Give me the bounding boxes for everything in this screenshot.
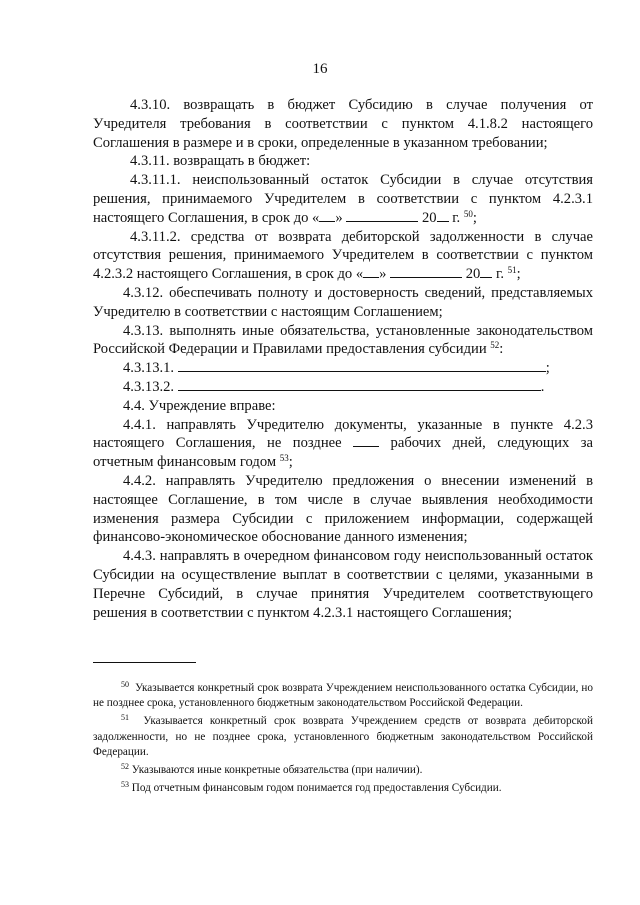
footnote-number: 51 (121, 713, 129, 723)
month-blank (346, 210, 418, 222)
footnote-51 (93, 714, 593, 760)
quote-close: » (335, 209, 347, 226)
days-blank (353, 435, 379, 447)
quote-close: » (379, 266, 391, 283)
paragraph-text: 4.3.11.1. неиспользованный остаток Субсидии в случае отсутствия решения, принимаемого Учредителем в соответствии с пунктом 4.2.3.1 настоящего Соглашения, в срок до « (93, 172, 593, 226)
footnote-separator (93, 662, 196, 663)
year-prefix: 20 (418, 209, 437, 226)
footnote-text: Указывается конкретный срок возврата Учреждением неиспользованного остатка Субсидии, но не позднее срока, установленного бюджетным законодательством Российской Федерации. (93, 682, 594, 710)
paragraph-4-3-11: 4.3.11. возвращать в бюджет: (130, 153, 311, 170)
fill-in-line (178, 378, 541, 391)
paragraph-4-3-11-2: 4.3.11.2. средства от возврата дебиторской задолженности в случае отсутствия решения, принимаемого Учредителем в соответствии с пунктом 4.2.3.2 настоящего Соглашения, в срок до « » 20 г. $^{51}$; (93, 228, 593, 283)
paragraph-text: 4.4.1. направлять Учредителю документы, указанные в пункте 4.2.3 настоящего Соглашения, не позднее (93, 416, 593, 452)
year-prefix: 20 (462, 266, 481, 283)
year-blank (480, 266, 492, 278)
paragraph-4-3-12: 4.3.12. обеспечивать полноту и достоверность сведений, представляемых Учредителю в соответствии с настоящим Соглашением; (93, 284, 593, 320)
paragraph-4-3-11-1: 4.3.11.1. неиспользованный остаток Субсидии в случае отсутствия решения, принимаемого Учредителем в соответствии с пунктом 4.2.3.1 настоящего Соглашения, в срок до « » 20 г. $^{50}$; (93, 172, 593, 226)
footnotes (93, 681, 593, 796)
document-body (93, 96, 593, 622)
footnote-ref-52: 52 (490, 340, 500, 351)
footnote-ref-51: 51 (507, 265, 517, 276)
page-number: 16 (312, 61, 328, 77)
paragraph-4-4-3: 4.4.3. направлять в очередном финансовом году неиспользованный остаток Субсидии на осуществление выплат в соответствии с целями, указанными в Перечне Субсидий, в случае принятия Учредителем соответствующего решения в соответствии с пунктом 4.2.3.1 настоящего Соглашения; (93, 548, 593, 621)
paragraph-4-4-2: 4.4.2. направлять Учредителю предложения о внесении изменений в настоящее Соглашение, в том числе в случае выявления необходимости изменения размера Субсидии с приложением информации, содержащей финансово-экономическое обоснование данного изменения; (93, 472, 593, 546)
paragraph-4-4-1: 4.4.1. направлять Учредителю документы, указанные в пункте 4.2.3 настоящего Соглашения, не позднее рабочих дней, следующих за отчетным финансовым годом $^{53}$; (93, 416, 593, 471)
paragraph-4-3-13-2 (93, 378, 593, 397)
fill-in-line (178, 359, 546, 372)
item-label: 4.3.13.1. (123, 360, 178, 377)
footnote-number: 50 (121, 680, 129, 689)
day-blank (319, 210, 335, 222)
item-label: 4.3.13.2. (123, 378, 178, 395)
paragraph-4-4: 4.4. Учреждение вправе: (123, 397, 276, 414)
footnote-50 (93, 681, 593, 711)
year-blank (437, 210, 449, 222)
paragraph-text: 4.3.13. выполнять иные обязательства, установленные законодательством Российской Федерации и Правилами предоставления субсидии (93, 322, 593, 358)
item-end: . (540, 378, 545, 395)
paragraph-text-cont: рабочих дней, следующих за отчетным финансовым годом (93, 435, 593, 471)
paragraph-4-3-10: 4.3.10. возвращать в бюджет Субсидию в случае получения от Учредителя требования в соответствии с пунктом 4.1.8.2 настоящего Соглашения в размере и в сроки, определенные в указанном требовании; (93, 97, 593, 151)
footnote-52 (93, 763, 593, 778)
month-blank (390, 266, 462, 278)
footnote-ref-50: 50 (463, 208, 473, 219)
footnote-ref-53: 53 (279, 453, 289, 464)
footnote-text: Указывается конкретный срок возврата Учреждением средств от возврата дебиторской задолженности, но не позднее срока, установленного бюджетным законодательством Российской Федерации. (93, 715, 593, 758)
footnote-53 (93, 781, 593, 796)
item-end: ; (545, 360, 550, 377)
paragraph-text: 4.3.11.2. средства от возврата дебиторской задолженности в случае отсутствия решения, принимаемого Учредителем в соответствии с пунктом 4.2.3.2 настоящего Соглашения, в срок до « (93, 228, 593, 283)
paragraph-4-3-13: 4.3.13. выполнять иные обязательства, установленные законодательством Российской Федерации и Правилами предоставления субсидии $^{52}$: (93, 322, 593, 358)
footnote-number: 53 (121, 780, 129, 790)
footnote-text: Указываются иные конкретные обязательства (при наличии). (131, 764, 423, 777)
footnote-text: Под отчетным финансовым годом понимается год предоставления Субсидии. (131, 782, 502, 795)
paragraph-4-3-13-1 (93, 359, 593, 378)
year-suffix: г. (492, 266, 508, 283)
year-suffix: г. (448, 209, 464, 226)
footnote-number: 52 (121, 762, 129, 772)
day-blank (363, 266, 379, 278)
